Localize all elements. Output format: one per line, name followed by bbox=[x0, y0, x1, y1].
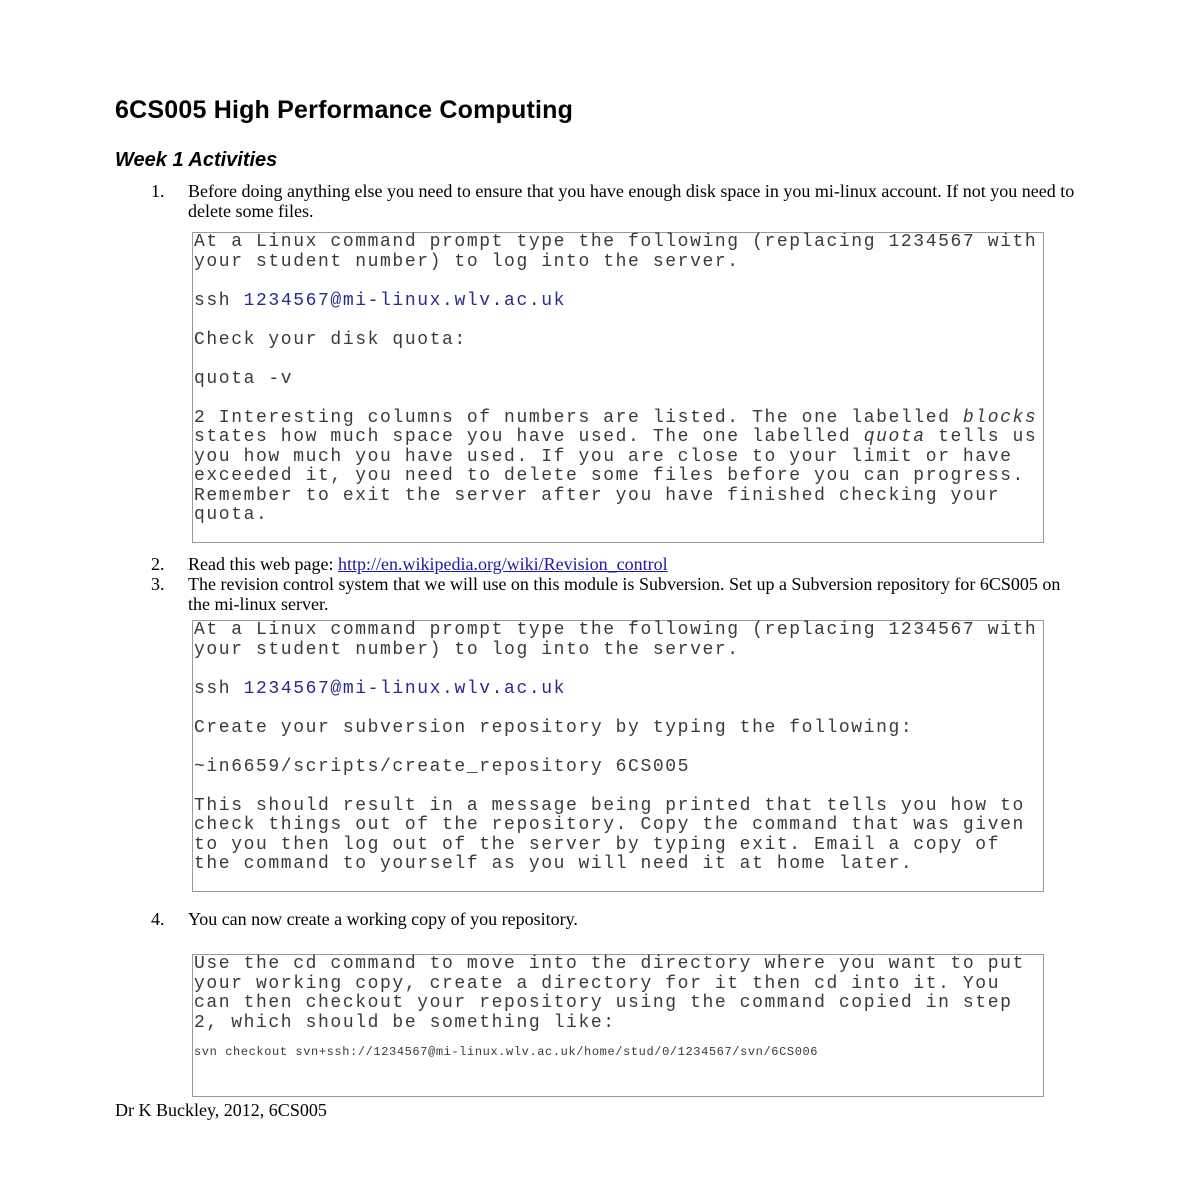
ssh-command: ssh 1234567@mi-linux.wlv.ac.uk bbox=[194, 290, 567, 311]
box-explanation: Use the cd command to move into the directory where you want to put your working copy, create a directory for it then cd into it. You can then checkout your repository using the command copied in step 2, which should be something like: bbox=[194, 954, 1038, 1033]
list-number: 3. bbox=[151, 574, 165, 594]
ssh-host: 1234567@mi-linux.wlv.ac.uk bbox=[243, 678, 567, 699]
list-number: 1. bbox=[151, 181, 165, 201]
page-footer: Dr K Buckley, 2012, 6CS005 bbox=[115, 1100, 327, 1120]
code-box-quota bbox=[192, 232, 1050, 543]
wikipedia-link[interactable]: http://en.wikipedia.org/wiki/Revision_control bbox=[337, 554, 668, 574]
list-number: 2. bbox=[151, 554, 165, 574]
ssh-host: 1234567@mi-linux.wlv.ac.uk bbox=[243, 290, 567, 311]
ssh-command: ssh 1234567@mi-linux.wlv.ac.uk bbox=[194, 678, 567, 699]
list-text: Before doing anything else you need to ensure that you have enough disk space in you mi-linux account. If not you need to delete some files. bbox=[188, 181, 1075, 221]
list-text: Read this web page: http://en.wikipedia.org/wiki/Revision_control bbox=[188, 554, 668, 574]
box-intro: At a Linux command prompt type the following (replacing 1234567 with your student number) to log into the server. bbox=[194, 232, 1050, 272]
box-explanation: This should result in a message being printed that tells you how to check things out of the repository. Copy the command that was given to you then log out of the server by typing exit. Email a copy of the command to yourself as you will need it at home later. bbox=[194, 795, 1038, 874]
list-text: You can now create a working copy of you repository. bbox=[188, 909, 578, 929]
quota-command: quota -v bbox=[194, 368, 294, 389]
section-heading: Week 1 Activities bbox=[115, 149, 278, 171]
box-intro: At a Linux command prompt type the following (replacing 1234567 with your student number) to log into the server. bbox=[194, 620, 1050, 660]
box-instruction: Check your disk quota: bbox=[194, 329, 467, 350]
create-repository-command: ~in6659/scripts/create_repository 6CS005 bbox=[194, 756, 691, 777]
box-instruction: Create your subversion repository by typing the following: bbox=[194, 717, 914, 738]
checkout-command: svn checkout svn+ssh://1234567@mi-linux.wlv.ac.uk/home/stud/0/1234567/svn/6CS006 bbox=[194, 1045, 819, 1059]
code-box-checkout bbox=[192, 954, 1044, 1097]
list-number: 4. bbox=[151, 909, 165, 929]
document-title: 6CS005 High Performance Computing bbox=[115, 96, 574, 124]
code-box-repository bbox=[192, 620, 1050, 892]
box-explanation: 2 Interesting columns of numbers are listed. The one labelled blocks states how much space you have used. The one labelled quota tells us you how much you have used. If you are close to your limit or have exceeded it, you need to delete some files before you can progress. Remember to exit the server after you have finished checking your quota. bbox=[194, 407, 1050, 525]
list-text: The revision control system that we will use on this module is Subversion. Set up a Subversion repository for 6CS005 on the mi-linux server. bbox=[188, 574, 1061, 614]
